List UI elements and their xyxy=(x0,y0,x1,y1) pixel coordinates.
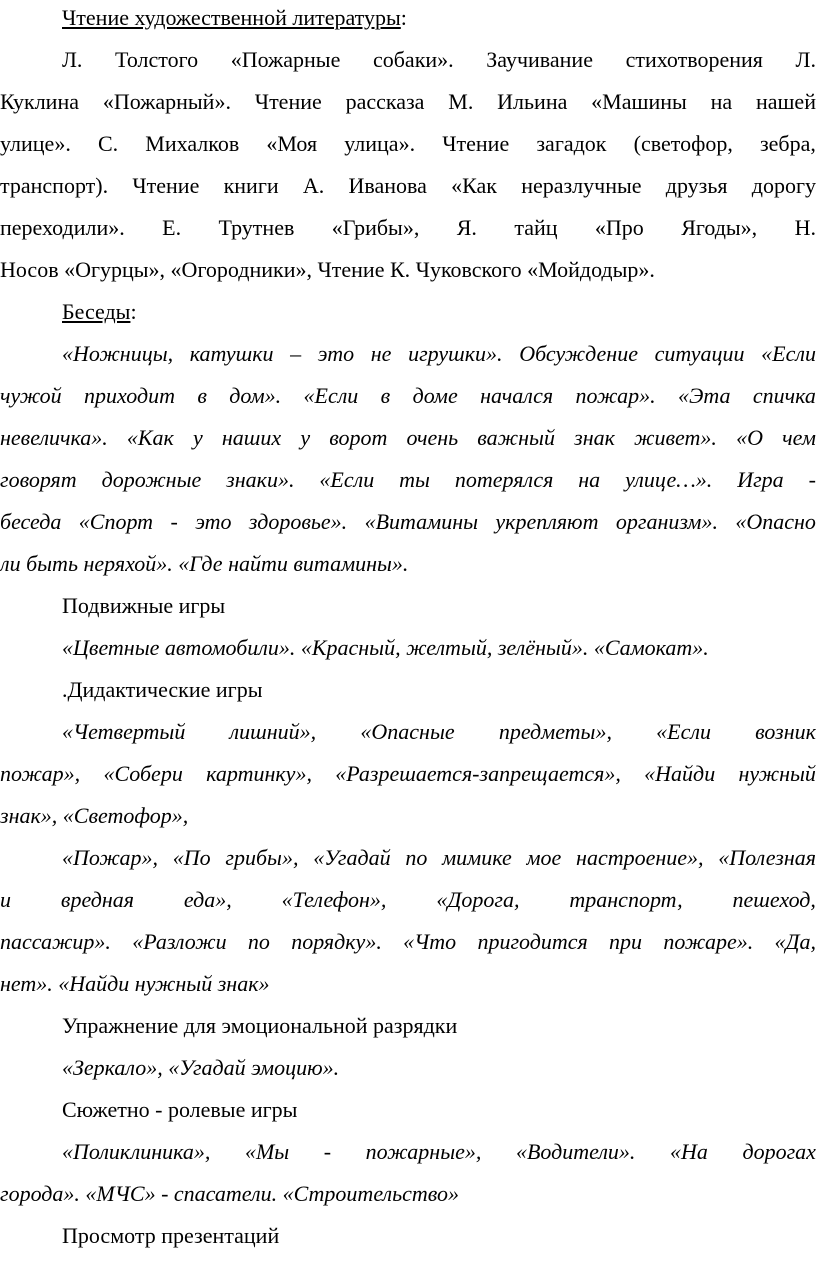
paragraph-line: Л. Толстого «Пожарные собаки». Заучивание стихотворения Л. xyxy=(62,47,816,72)
paragraph-line: транспорт). Чтение книги А. Иванова «Как неразлучные друзья дорогу xyxy=(0,173,816,198)
paragraph-line: «Ножницы, катушки – это не игрушки». Обсуждение ситуации «Если xyxy=(62,341,816,366)
section-heading-presentations: Просмотр презентаций xyxy=(62,1223,280,1248)
section-heading-role-play: Сюжетно - ролевые игры xyxy=(62,1097,298,1122)
section-heading-outdoor-games: Подвижные игры xyxy=(62,593,226,618)
section-heading-reading: Чтение художественной литературы: xyxy=(62,5,407,30)
paragraph-line: «Зеркало», «Угадай эмоцию». xyxy=(62,1055,340,1080)
paragraph-line: города». «МЧС» - спасатели. «Строительство» xyxy=(0,1181,460,1206)
paragraph-line: пассажир». «Разложи по порядку». «Что пригодится при пожаре». «Да, xyxy=(0,929,816,954)
paragraph-line: невеличка». «Как у наших у ворот очень важный знак живет». «О чем xyxy=(0,425,816,450)
paragraph-line: «Четвертый лишний», «Опасные предметы», «Если возник xyxy=(62,719,816,744)
paragraph-line: чужой приходит в дом». «Если в доме начался пожар». «Эта спичка xyxy=(0,383,816,408)
paragraph-line: ли быть неряхой». «Где найти витамины». xyxy=(0,551,409,576)
paragraph-line: знак», «Светофор», xyxy=(0,803,189,828)
paragraph-line: пожар», «Собери картинку», «Разрешается-запрещается», «Найди нужный xyxy=(0,761,816,786)
paragraph-line: улице». С. Михалков «Моя улица». Чтение загадок (светофор, зебра, xyxy=(0,131,816,156)
paragraph-line: переходили». Е. Трутнев «Грибы», Я. тайц «Про Ягоды», Н. xyxy=(0,215,816,240)
paragraph-line: говорят дорожные знаки». «Если ты потерялся на улице…». Игра - xyxy=(0,467,816,492)
paragraph-line: «Поликлиника», «Мы - пожарные», «Водители». «На дорогах xyxy=(62,1139,816,1164)
section-heading-conversations: Беседы: xyxy=(62,299,137,324)
paragraph-line: «Пожар», «По грибы», «Угадай по мимике мое настроение», «Полезная xyxy=(62,845,816,870)
paragraph-line: беседа «Спорт - это здоровье». «Витамины укрепляют организм». «Опасно xyxy=(0,509,816,534)
paragraph-line: «Цветные автомобили». «Красный, желтый, зелёный». «Самокат». xyxy=(62,635,709,660)
section-heading-emotional-exercise: Упражнение для эмоциональной разрядки xyxy=(62,1013,458,1038)
section-heading-didactic-games: .Дидактические игры xyxy=(62,677,263,702)
paragraph-line: и вредная еда», «Телефон», «Дорога, транспорт, пешеход, xyxy=(0,887,816,912)
paragraph-line: Носов «Огурцы», «Огородники», Чтение К. Чуковского «Мойдодыр». xyxy=(0,257,655,282)
paragraph-line: Куклина «Пожарный». Чтение рассказа М. Ильина «Машины на нашей xyxy=(0,89,816,114)
paragraph-line: нет». «Найди нужный знак» xyxy=(0,971,270,996)
